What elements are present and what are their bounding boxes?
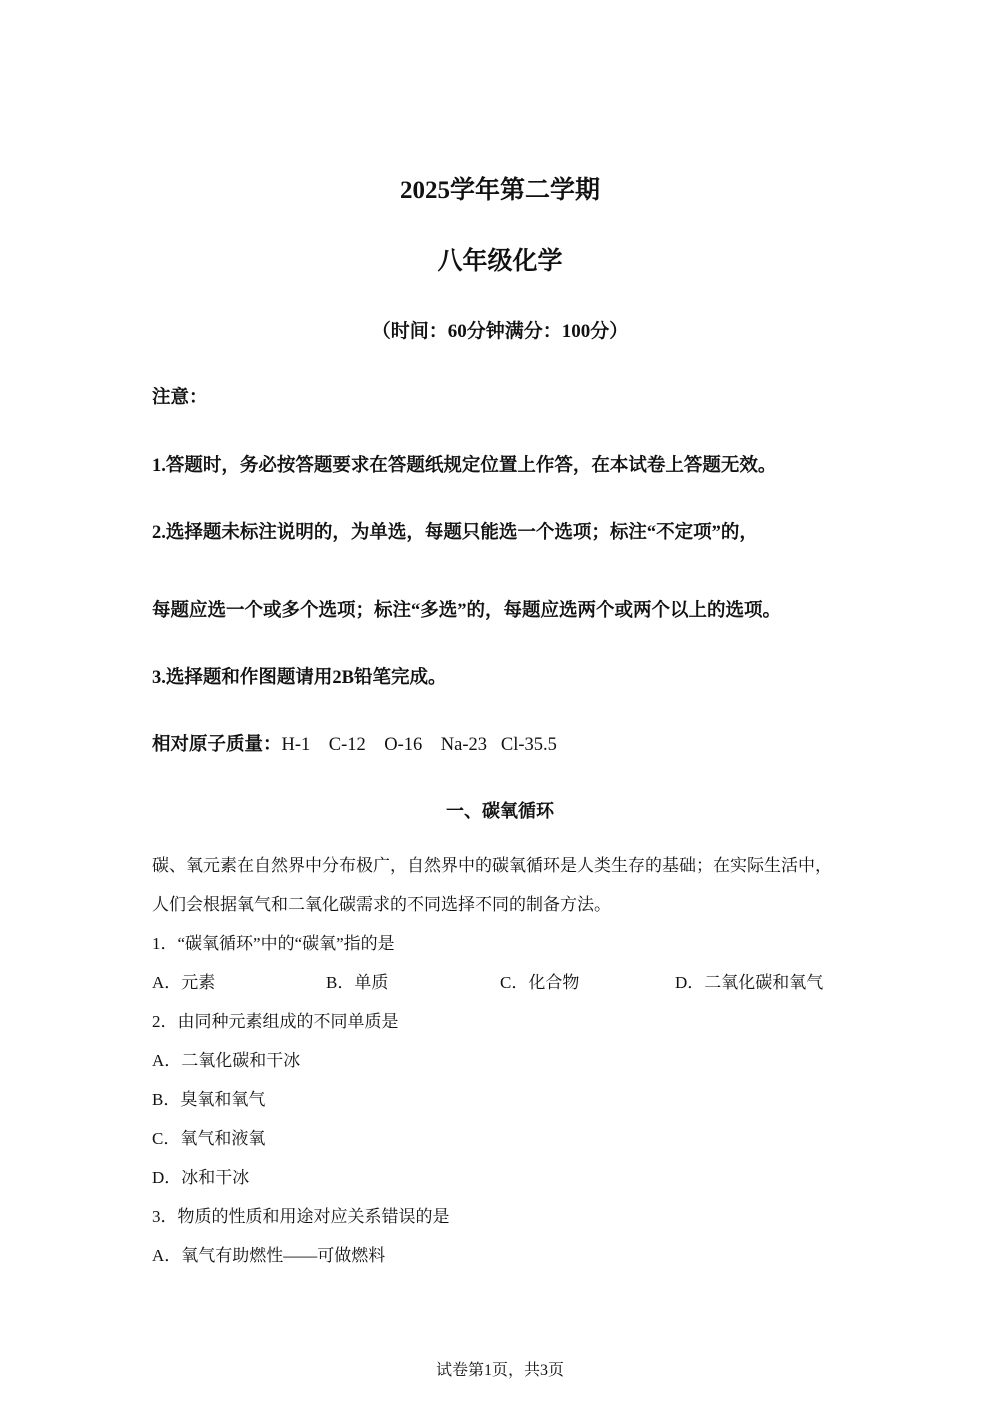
question-1-option-d: D．二氧化碳和氧气 xyxy=(675,973,824,992)
exam-info: （时间：60分钟满分：100分） xyxy=(371,321,629,342)
question-2-option-c: C．氧气和液氧 xyxy=(152,1129,266,1148)
question-1-option-c: C．化合物 xyxy=(500,973,580,992)
question-2-option-b: B．臭氧和氧气 xyxy=(152,1090,266,1109)
atomic-mass-values: H-1 C-12 O-16 Na-23 Cl-35.5 xyxy=(281,735,557,755)
section-title: 一、碳氧循环 xyxy=(446,801,554,821)
notice-item-2-line-1: 2.选择题未标注说明的，为单选，每题只能选一个选项；标注“不定项”的， xyxy=(152,523,758,543)
notice-item-2-line-2: 每题应选一个或多个选项；标注“多选”的，每题应选两个或两个以上的选项。 xyxy=(152,601,782,621)
question-1-option-b: B．单质 xyxy=(326,973,389,992)
question-2-option-a: A．二氧化碳和干冰 xyxy=(152,1051,301,1070)
question-1-option-a: A．元素 xyxy=(152,973,216,992)
notice-item-3: 3.选择题和作图题请用2B铅笔完成。 xyxy=(152,668,447,688)
question-3-stem: 3．物质的性质和用途对应关系错误的是 xyxy=(152,1207,450,1226)
notice-heading: 注意： xyxy=(152,388,208,408)
question-2-option-d: D．冰和干冰 xyxy=(152,1168,250,1187)
notice-item-1: 1.答题时，务必按答题要求在答题纸规定位置上作答，在本试卷上答题无效。 xyxy=(152,456,777,476)
section-intro-line-2: 人们会根据氧气和二氧化碳需求的不同选择不同的制备方法。 xyxy=(152,895,611,914)
question-1-stem: 1．“碳氧循环”中的“碳氧”指的是 xyxy=(152,934,395,953)
exam-subject: 八年级化学 xyxy=(437,248,563,275)
exam-title: 2025学年第二学期 xyxy=(399,177,600,204)
page-footer: 试卷第1页，共3页 xyxy=(435,1362,564,1379)
question-2-stem: 2．由同种元素组成的不同单质是 xyxy=(152,1012,399,1031)
question-3-option-a: A．氧气有助燃性——可做燃料 xyxy=(152,1246,386,1265)
section-intro-line-1: 碳、氧元素在自然界中分布极广，自然界中的碳氧循环是人类生存的基础；在实际生活中， xyxy=(152,856,832,875)
atomic-mass-label: 相对原子质量： xyxy=(152,735,282,755)
atomic-mass-line xyxy=(152,730,557,756)
